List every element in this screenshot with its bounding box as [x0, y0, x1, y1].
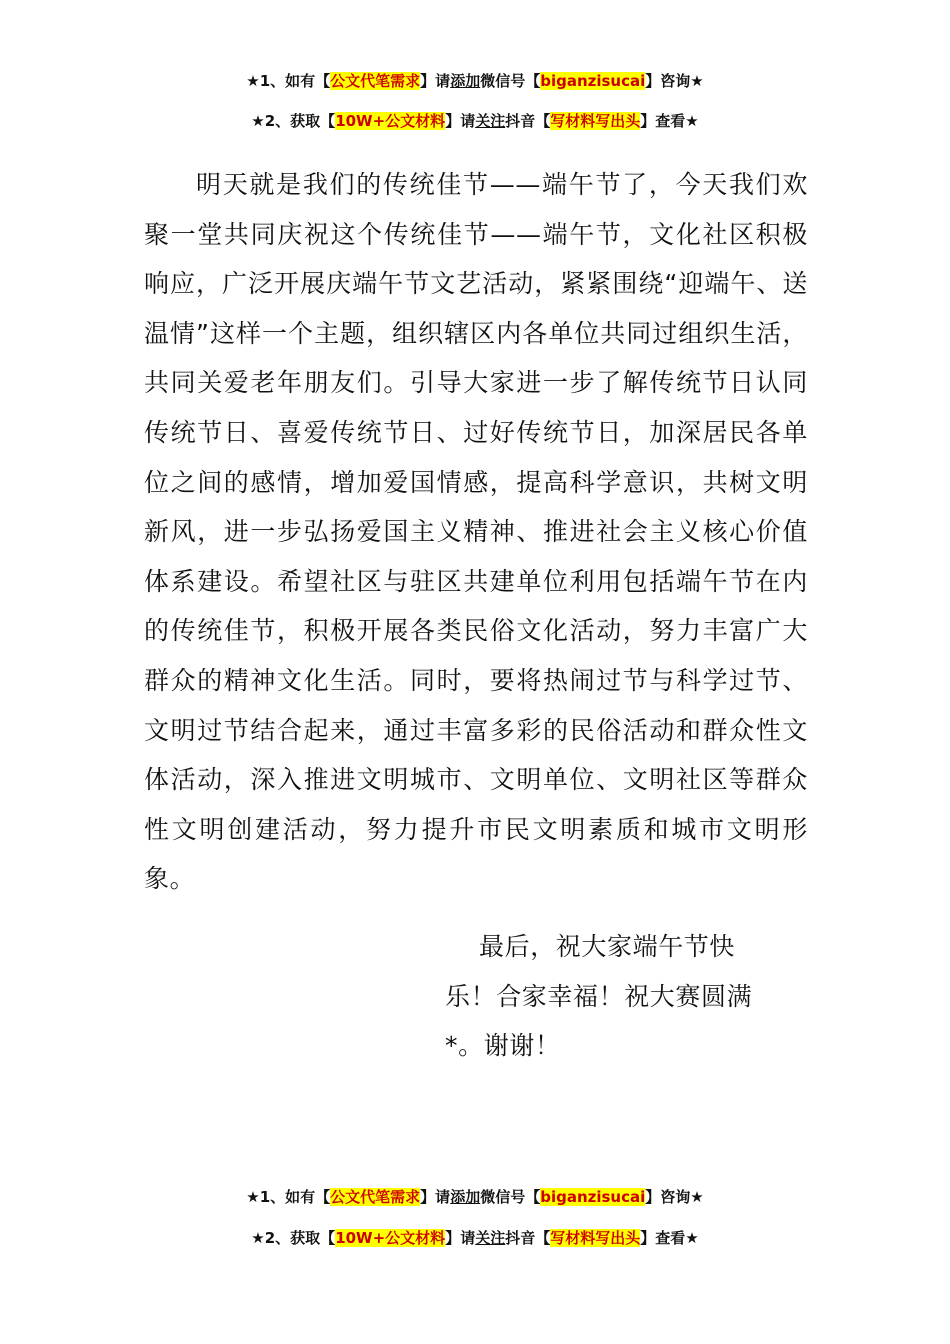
header-notice-2: [0, 111, 950, 131]
notice-suffix: 】查看★: [640, 112, 699, 130]
notice-text: 抖音【: [505, 112, 551, 130]
notice-highlight-account: 写材料写出头: [550, 1229, 641, 1247]
notice-highlight-service: 公文代笔需求: [330, 1188, 421, 1206]
notice-suffix: 】查看★: [640, 1229, 699, 1247]
notice-highlight-wechat-id: biganzisucai: [540, 1188, 646, 1206]
footer-notice-1: [0, 1187, 950, 1207]
header-notice-1: [0, 71, 950, 91]
notice-prefix: ★1、如有【: [246, 72, 331, 90]
notice-prefix: ★2、获取【: [251, 1229, 336, 1247]
notice-highlight-materials: 10W+公文材料: [335, 112, 446, 130]
notice-suffix: 】咨询★: [645, 72, 704, 90]
speech-paragraph: 明天就是我们的传统佳节——端午节了，今天我们欢聚一堂共同庆祝这个传统佳节——端午节，文化社区积极响应，广泛开展庆端午节文艺活动，紧紧围绕“迎端午、送温情”这样一个主题，组织辖区内各单位共同过组织生活，共同关爱老年朋友们。引导大家进一步了解传统节日认同传统节日、喜爱传统节日、过好传统节日，加深居民各单位之间的感情，增加爱国情感，提高科学意识，共树文明新风，进一步弘扬爱国主义精神、推进社会主义核心价值体系建设。希望社区与驻区共建单位利用包括端午节在内的传统佳节，积极开展各类民俗文化活动，努力丰富广大群众的精神文化生活。同时，要将热闹过节与科学过节、文明过节结合起来，通过丰富多彩的民俗活动和群众性文体活动，深入推进文明城市、文明单位、文明社区等群众性文明创建活动，努力提升市民文明素质和城市文明形象。: [144, 170, 808, 894]
notice-text: 抖音【: [505, 1229, 551, 1247]
notice-underlined-text: 添加: [450, 72, 481, 90]
notice-text: 微信号【: [480, 1188, 541, 1206]
notice-text: 】请: [445, 112, 476, 130]
closing-remarks: 最后，祝大家端午节快乐！合家幸福！祝大赛圆满*。谢谢！: [445, 932, 753, 1061]
notice-text: 】请: [445, 1229, 476, 1247]
notice-text: 】请: [420, 1188, 451, 1206]
footer-notice-2: [0, 1228, 950, 1248]
notice-text: 】请: [420, 72, 451, 90]
notice-underlined-text: 关注: [475, 1229, 506, 1247]
notice-suffix: 】咨询★: [645, 1188, 704, 1206]
notice-highlight-materials: 10W+公文材料: [335, 1229, 446, 1247]
notice-underlined-text: 添加: [450, 1188, 481, 1206]
notice-highlight-account: 写材料写出头: [550, 112, 641, 130]
notice-prefix: ★2、获取【: [251, 112, 336, 130]
notice-text: 微信号【: [480, 72, 541, 90]
notice-highlight-service: 公文代笔需求: [330, 72, 421, 90]
notice-underlined-text: 关注: [475, 112, 506, 130]
notice-prefix: ★1、如有【: [246, 1188, 331, 1206]
notice-highlight-wechat-id: biganzisucai: [540, 72, 646, 90]
